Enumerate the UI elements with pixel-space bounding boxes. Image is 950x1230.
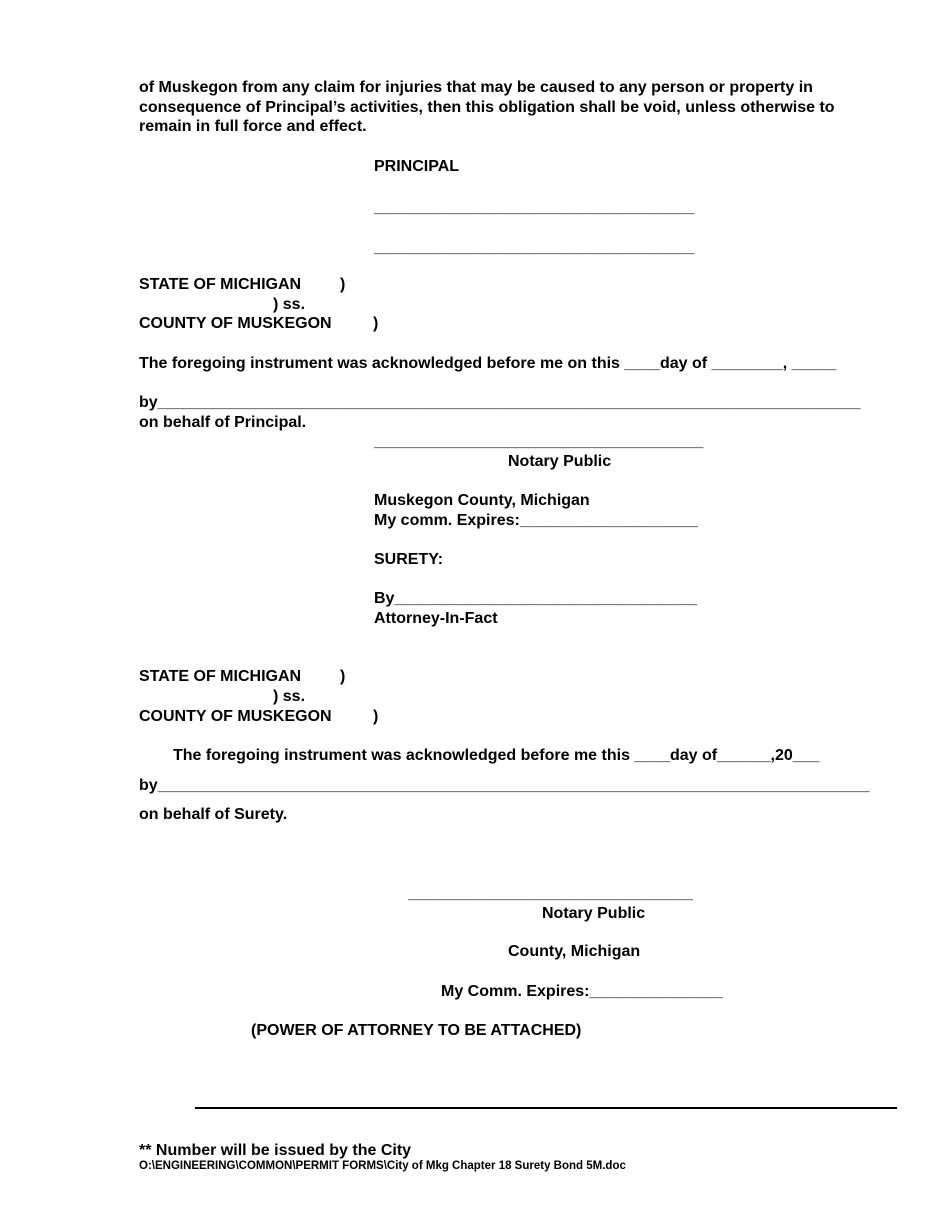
intro-line: remain in full force and effect.: [139, 118, 367, 135]
venue-county: COUNTY OF MUSKEGON: [139, 315, 332, 332]
footer-file-path: O:\ENGINEERING\COMMON\PERMIT FORMS\City of Mkg Chapter 18 Surety Bond 5M.doc: [139, 1160, 626, 1172]
notary-title: Notary Public: [508, 453, 612, 470]
acknowledgment-text: The foregoing instrument was acknowledged before me this ____day of______,20___: [173, 747, 820, 764]
venue-ss: ) ss.: [273, 296, 306, 313]
notary-county: County, Michigan: [508, 943, 641, 960]
notary-expires: My Comm. Expires:_______________: [441, 983, 723, 1000]
notary-signature-line: _____________________________________: [374, 433, 704, 450]
surety-heading: SURETY:: [374, 551, 444, 568]
principal-heading: PRINCIPAL: [374, 158, 460, 175]
venue-state: STATE OF MICHIGAN: [139, 276, 302, 293]
surety-by-line: By__________________________________: [374, 590, 697, 607]
on-behalf-text: on behalf of Surety.: [139, 806, 288, 823]
venue-paren: ): [340, 276, 346, 293]
venue-paren: ): [373, 315, 379, 332]
principal-signature-line-2: ____________________________________: [374, 239, 695, 256]
power-of-attorney-note: (POWER OF ATTORNEY TO BE ATTACHED): [251, 1022, 582, 1039]
footer-note: ** Number will be issued by the City: [139, 1142, 412, 1159]
principal-signature-line-1: ____________________________________: [374, 199, 695, 216]
acknowledged-by-line: by________________________________________________________________________________: [139, 777, 870, 794]
venue-county: COUNTY OF MUSKEGON: [139, 708, 332, 725]
intro-paragraph: [139, 78, 899, 137]
intro-line: consequence of Principal’s activities, then this obligation shall be void, unless otherwise to: [139, 98, 835, 116]
attorney-in-fact-label: Attorney-In-Fact: [374, 610, 498, 627]
on-behalf-text: on behalf of Principal.: [139, 414, 307, 431]
venue-paren: ): [373, 708, 379, 725]
intro-line: of Muskegon from any claim for injuries that may be caused to any person or property in: [139, 79, 813, 96]
notary-title: Notary Public: [542, 905, 646, 922]
notary-expires: My comm. Expires:____________________: [374, 512, 698, 529]
venue-state: STATE OF MICHIGAN: [139, 668, 302, 685]
acknowledgment-text: The foregoing instrument was acknowledged before me on this ____day of ________, _____: [139, 355, 837, 372]
venue-paren: ): [340, 668, 346, 685]
notary-signature-line: ________________________________: [408, 885, 693, 902]
acknowledged-by-line: by_______________________________________________________________________________: [139, 394, 861, 411]
notary-county: Muskegon County, Michigan: [374, 492, 590, 509]
footer-divider: [195, 1107, 897, 1109]
venue-ss: ) ss.: [273, 688, 306, 705]
